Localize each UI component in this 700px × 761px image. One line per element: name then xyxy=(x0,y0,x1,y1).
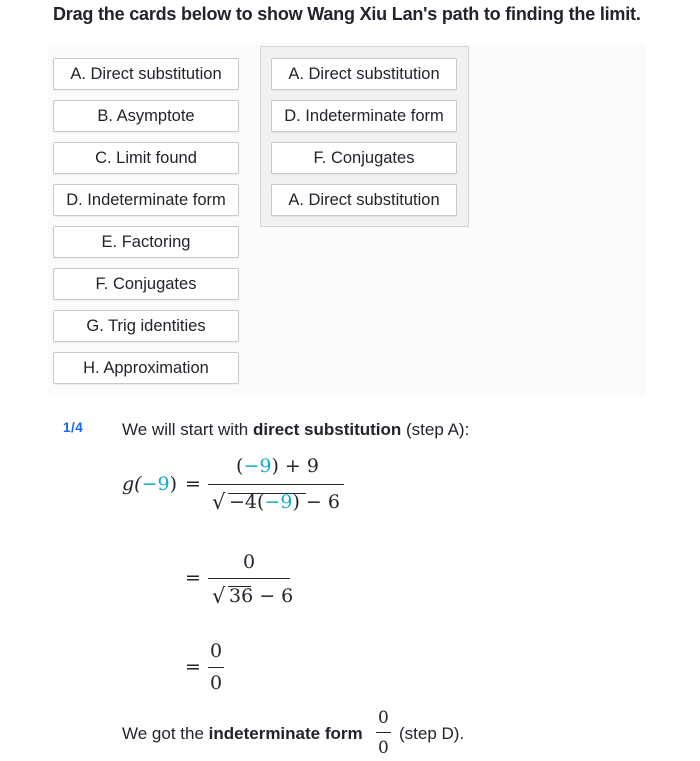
conclusion-step-label: (step D). xyxy=(399,724,465,743)
step-counter: 1/4 xyxy=(63,420,84,435)
conclusion-fraction-bar xyxy=(376,732,391,733)
eq3-fraction-bar xyxy=(208,667,224,668)
eq2-numerator: 0 xyxy=(243,551,256,573)
card-asymptote[interactable]: B. Asymptote xyxy=(53,100,239,132)
eq2-denominator: 36 − 6 xyxy=(229,585,294,607)
eq1-radical-sign: √ xyxy=(212,490,226,514)
eq2-radical-sign: √ xyxy=(212,584,226,608)
card-indeterminate-form[interactable]: D. Indeterminate form xyxy=(53,184,239,216)
step-intro: We will start with direct substitution (step A): xyxy=(122,420,470,439)
eq1-denominator: −4(−9) − 6 xyxy=(229,491,340,513)
card-direct-substitution[interactable]: A. Direct substitution xyxy=(53,58,239,90)
conclusion-fraction-numerator: 0 xyxy=(378,708,389,728)
conclusion-fraction-denominator: 0 xyxy=(378,738,389,758)
instructions-heading: Drag the cards below to show Wang Xiu Lan's path to finding the limit. xyxy=(53,4,641,24)
path-card-4[interactable]: A. Direct substitution xyxy=(271,184,457,216)
card-approximation[interactable]: H. Approximation xyxy=(53,352,239,384)
equals-sign-3: = xyxy=(185,656,201,678)
eq2-fraction-bar xyxy=(208,578,290,579)
eq1-numerator: (−9) + 9 xyxy=(236,455,319,477)
eq3-numerator: 0 xyxy=(210,640,223,662)
path-card-3[interactable]: F. Conjugates xyxy=(271,142,457,174)
eq3-denominator: 0 xyxy=(210,672,223,694)
function-label: g(−9) xyxy=(122,473,178,495)
equals-sign-1: = xyxy=(185,473,201,495)
conclusion-text: We got the indeterminate form xyxy=(122,724,363,743)
card-limit-found[interactable]: C. Limit found xyxy=(53,142,239,174)
card-conjugates[interactable]: F. Conjugates xyxy=(53,268,239,300)
path-card-2[interactable]: D. Indeterminate form xyxy=(271,100,457,132)
path-card-1[interactable]: A. Direct substitution xyxy=(271,58,457,90)
equals-sign-2: = xyxy=(185,567,201,589)
card-trig-identities[interactable]: G. Trig identities xyxy=(53,310,239,342)
eq1-fraction-bar xyxy=(208,484,344,485)
card-factoring[interactable]: E. Factoring xyxy=(53,226,239,258)
